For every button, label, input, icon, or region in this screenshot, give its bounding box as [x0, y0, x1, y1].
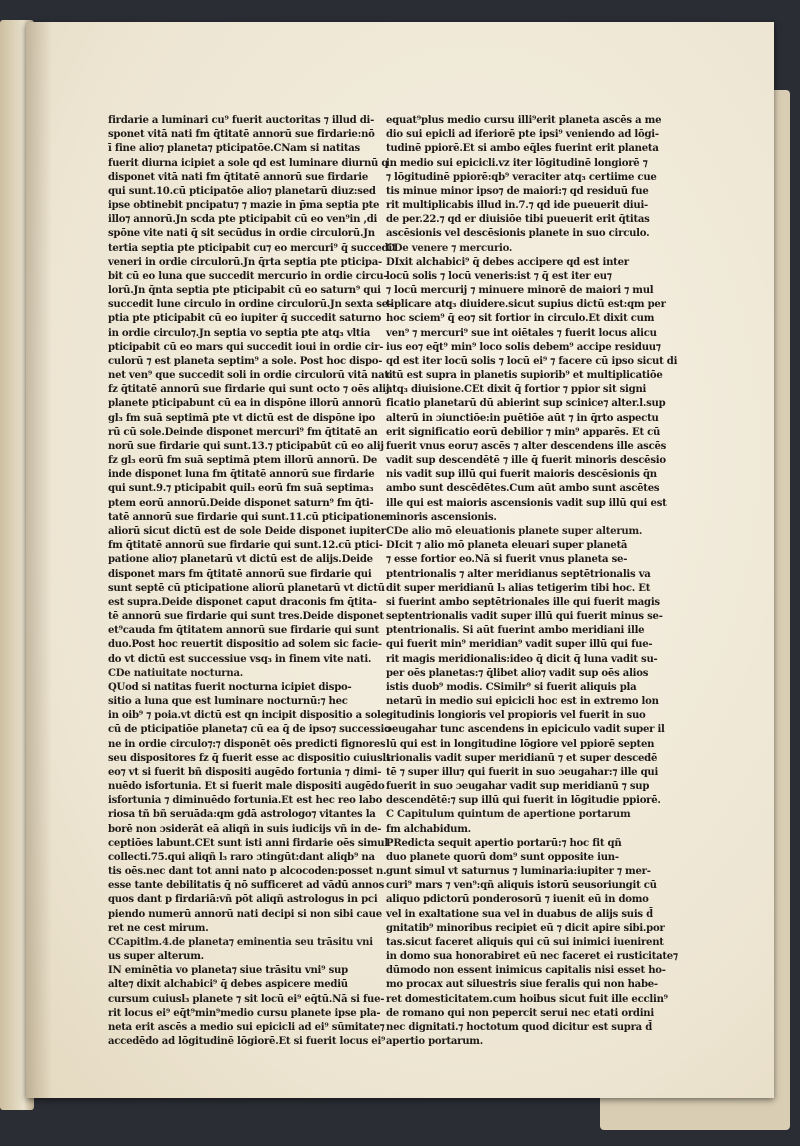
text-line: culorū ⁊ est planeta septim⁹ a sole. Post hoc dispo-: [108, 355, 383, 367]
text-line: nis vadit sup illū qui fuerit maioris descēsionis q̄n: [386, 469, 657, 481]
text-line: CDe venere ⁊ mercurio.: [386, 242, 513, 254]
text-line: piendo numerū annorū nati decipi si non sibi caue: [108, 908, 382, 920]
text-line: netarū in medio sui epicicli hoc est in extremo lon: [386, 696, 659, 708]
text-line: gl₃ fm suā septimā pte vt dictū est de dispōne ipo: [108, 412, 376, 424]
text-line: tertia septia pte pticipabit cu⁊ eo mercuri⁹ q̄ succedit: [108, 242, 397, 254]
text-line: tatē annorū sue firdarie qui sunt.11.cū pticipatione: [108, 511, 388, 523]
text-line: vadit sup descendētē ⁊ ille q̄ fuerit minoris descēsio: [386, 455, 666, 467]
text-line: bit cū eo luna que succedit mercurio in ordie circu-: [108, 270, 388, 282]
right-text-column: [386, 114, 678, 1049]
text-line: ven⁹ ⁊ mercuri⁹ sue int oiētales ⁊ fuerit locus alicu: [386, 327, 657, 339]
text-line: si fuerint ambo septētrionales ille qui fuerit magis: [386, 596, 660, 608]
text-line: succedit lune circulo in ordine circulorū.Jn sexta se-: [108, 299, 392, 311]
text-line: PRedicta sequit apertio portarū:⁊ hoc fit qñ: [386, 837, 622, 849]
text-line: septentrionalis vadit super illū qui fuerit minus se-: [386, 611, 663, 623]
text-line: IN eminētia vo planeta⁊ siue trāsitu vni⁹ sup: [108, 965, 348, 977]
text-line: ⁊ lōgitudinē ppiorē:qb⁹ veraciter atq₃ certiime cue: [386, 171, 657, 183]
text-line: ius eo⁊ eq̄t⁹ min⁹ loco solis debem⁹ accipe residuu⁊: [386, 341, 661, 353]
text-line: ascēsionis vel descēsionis planete in suo circulo.: [386, 228, 650, 240]
text-line: seu dispositores fz q̄ fuerit esse ac dispositio cuiusl₃: [108, 752, 391, 764]
text-line: fz q̄titatē annorū sue firdarie qui sunt octo ⁊ oēs alij: [108, 384, 390, 396]
text-line: in ordie circulo⁊.Jn septia vo septia pte atq₃ vltia: [108, 327, 371, 339]
text-line: tis oēs.nec dant tot anni nato p alcocoden:posset n.: [108, 866, 387, 878]
text-line: ptentrionalis ⁊ alter meridianus septētrionalis va: [386, 568, 651, 580]
text-line: de per.22.⁊ qd er diuisiōe tibi pueuerit erit q̄titas: [386, 214, 650, 226]
text-line: fuerit diurna icipiet a sole qd est luminare diurnū q: [108, 157, 389, 169]
text-line: CCapitlm.4.de planeta⁊ eminentia seu trāsitu vni: [108, 936, 373, 948]
text-line: illo⁊ annorū.Jn scda pte pticipabit cū eo ven⁹in ,di: [108, 214, 378, 226]
text-line: neta erit ascēs a medio sui epicicli ad ei⁹ sūmitate⁊: [108, 1022, 385, 1033]
text-line: in medio sui epicicli.vz iter lōgitudinē longiorē ⁊: [386, 157, 648, 169]
text-line: locū solis ⁊ locū veneris:ist ⁊ q̄ est iter eu⁊: [386, 270, 612, 282]
text-line: nuēdo isfortunia. Et si fuerit male dispositi augēdo: [108, 781, 385, 793]
text-line: inde disponet luna fm q̄titatē annorū sue firdarie: [108, 469, 375, 481]
text-line: fm q̄titatē annorū sue firdarie qui sunt.12.cū ptici-: [108, 540, 383, 552]
text-line: hoc sciem⁹ q̄ eo⁊ sit fortior in circulo.Et dixit cum: [386, 313, 655, 325]
text-line: apertio portarum.: [386, 1036, 483, 1048]
text-line: rit locus ei⁹ eq̄t⁹min⁹medio cursu planete ipse pla-: [108, 1007, 381, 1019]
text-line: ptia pte pticipabit cū eo iupiter q̄ succedit saturno: [108, 313, 382, 325]
text-line: isfortunia ⁊ diminuēdo fortunia.Et est hec reo labo: [108, 795, 383, 807]
text-line: disponet vitā nati fm q̄titatē annorū sue firdarie: [108, 171, 368, 183]
text-line: ret ne cest mirum.: [108, 922, 209, 934]
text-line: cursum cuiusl₃ planete ⁊ sit locū ei⁹ eq̄tū.Nā si fue-: [108, 993, 385, 1005]
text-line: ɔeugahar tunc ascendens in epiciculo vadit super il: [386, 724, 665, 736]
text-line: ceptiōes labunt.CEt sunt isti anni firdarie oēs simul: [108, 837, 388, 849]
text-line: cū de pticipatiōe planeta⁊ cū ea q̄ de ipso⁊ successio: [108, 724, 391, 736]
text-line: ne in ordie circulo⁊:⁊ disponēt oēs predicti fignores: [108, 738, 386, 750]
text-line: eo⁊ vt si fuerit bñ dispositi augēdo fortunia ⁊ dimi-: [108, 766, 382, 778]
text-line: istis duob⁹ modis. CSimilr⁹ si fuerit aliquis pla: [386, 681, 637, 693]
text-line: descendētē:⁊ sup illū qui fuerit in lōgitudie ppiorē.: [386, 795, 661, 807]
text-line: sponet vitā nati fm q̄titatē annorū sue firdarie:nō: [108, 129, 375, 141]
text-line: esse tante debilitatis q̄ nō sufficeret ad vādū annos: [108, 880, 385, 892]
text-line: riosa tñ bñ seruāda:qm gdā astrologo⁊ vitantes la: [108, 809, 376, 821]
text-line: collecti.75.qui aliqñ l₃ raro ɔtingūt:dant aliqb⁹ na: [108, 851, 375, 863]
text-line: per oēs planetas:⁊ q̄libet alio⁊ vadit sup oēs alios: [386, 667, 649, 679]
text-line: sunt septē cū pticipatione aliorū planetarū vt dictū: [108, 582, 385, 594]
text-line: erit significatio eorū debilior ⁊ min⁹ apparēs. Et cū: [386, 426, 661, 438]
text-line: norū sue firdarie qui sunt.13.⁊ pticipabūt cū eo alij: [108, 440, 384, 452]
text-line: ipse obtinebit pncipatu⁊ ⁊ mazie in p̄ma septia pte: [108, 200, 380, 212]
text-line: tas.sicut faceret aliquis qui cū sui inimici iuenirent: [386, 936, 664, 948]
text-line: fuerit vnus eoru⁊ ascēs ⁊ alter descendens ille ascēs: [386, 440, 667, 452]
text-line: dio sui epicli ad iferiorē pte ipsi⁹ veniendo ad lōgi-: [386, 129, 659, 141]
text-line: sitio a luna que est luminare nocturnū:⁊ hec: [108, 696, 348, 708]
text-line: ptem eorū annorū.Deide disponet saturn⁹ fm q̄ti-: [108, 497, 374, 509]
text-line: tē annorū sue firdarie qui sunt tres.Deide disponet: [108, 611, 384, 623]
text-line: ctū est supra in planetis supiorib⁹ et multiplicatiōe: [386, 370, 663, 382]
book-page: [26, 22, 774, 1098]
text-line: pticipabit cū eo mars qui succedit ioui in ordie cir-: [108, 341, 384, 353]
text-line: CDe natiuitate nocturna.: [108, 667, 244, 679]
text-line: de romano qui non pepercit serui nec etati ordini: [386, 1007, 654, 1019]
text-line: nec dignitati.⁊ hoctotum quod dicitur est supra d̄: [386, 1022, 653, 1033]
text-line: tis minue minor ipso⁊ de maiori:⁊ qd residuū fue: [386, 185, 649, 197]
text-line: CDe alio mō eleuationis planete super alterum.: [386, 525, 643, 537]
text-line: DIxit alchabici⁹ q̄ debes accipere qd est inter: [386, 256, 629, 268]
text-line: ⁊ locū mercurij ⁊ minuere minorē de maiori ⁊ mul: [386, 285, 654, 297]
text-line: qui fuerit min⁹ meridian⁹ vadit super illū qui fue-: [386, 639, 653, 651]
text-line: veneri in ordie circulorū.Jn q̄rta septia pte pticipa-: [108, 256, 382, 268]
text-line: fz gl₃ eorū fm suā septimā ptem illorū annorū. De: [108, 455, 378, 467]
text-line: equat⁹plus medio cursu illi⁹erit planeta ascēs a me: [386, 115, 662, 126]
text-line: est supra.Deide disponet caput draconis fm q̄tita-: [108, 596, 377, 608]
text-line: C Capitulum quintum de apertione portarum: [386, 809, 631, 821]
text-line: lū qui est in longitudine lōgiore vel ppiorē septen: [386, 738, 655, 750]
text-line: gitudinis longioris vel propioris vel fuerit in suo: [386, 710, 646, 722]
text-line: planete pticipabunt cū ea in dispōne illorū annorū: [108, 398, 382, 410]
text-line: duo planete quorū dom⁹ sunt opposite iun-: [386, 851, 619, 863]
text-line: vel in exaltatione sua vel in duabus de alijs suis d̄: [386, 908, 653, 920]
text-line: trionalis vadit super meridianū ⁊ et super descedē: [386, 752, 658, 764]
text-line: DIcit ⁊ alio mō planeta eleuari super planetā: [386, 540, 628, 552]
text-line: gunt simul vt saturnus ⁊ luminaria:iupiter ⁊ mer-: [386, 866, 651, 878]
text-line: rit magis meridionalis:ideo q̄ dicit q̄ luna vadit su-: [386, 653, 658, 665]
text-line: ficatio planetarū dū abierint sup scinice⁊ alter.l.sup: [386, 398, 666, 410]
text-line: alte⁊ dixit alchabici⁹ q̄ debes aspicere mediū: [108, 979, 348, 991]
text-line: et⁹cauda fm q̄titatem annorū sue firdarie qui sunt: [108, 625, 379, 637]
text-line: lorū.Jn q̄nta septia pte pticipabit cū eo saturn⁹ qui: [108, 285, 381, 297]
text-line: aliquo pdictorū ponderosorū ⁊ iuenit eū in domo: [386, 894, 649, 906]
text-line: minoris ascensionis.: [386, 511, 497, 523]
text-line: disponet mars fm q̄titatē annorū sue firdarie qui: [108, 568, 372, 580]
text-line: fuerit in suo ɔeugahar vadit sup meridianū ⁊ sup: [386, 781, 650, 793]
text-line: in domo sua honorabiret eū nec faceret ei rusticitate⁊: [386, 951, 678, 963]
text-line: atq₃ diuisione.CEt dixit q̄ fortior ⁊ ppior sit signi: [386, 384, 647, 396]
text-line: ret domesticitatem.cum hoibus sicut fuit ille ecclin⁹: [386, 993, 668, 1005]
text-line: dūmodo non essent inimicus capitalis nisi esset ho-: [386, 965, 666, 977]
text-line: patione alio⁊ planetarū vt dictū est de alijs.Deide: [108, 554, 373, 566]
text-line: dit super meridianū l₃ alias tetigerim tibi hoc. Et: [386, 582, 651, 594]
text-line: tē ⁊ super illu⁊ qui fuerit in suo ɔeugahar:⁊ ille qui: [386, 766, 659, 778]
text-line: qd est iter locū solis ⁊ locū ei⁹ ⁊ facere cū ipso sicut di: [386, 355, 678, 367]
text-line: in oib⁹ ⁊ poia.vt dictū est qn incipit dispositio a sole: [108, 710, 387, 722]
text-line: gnitatib⁹ minoribus recipiet eū ⁊ dicit apire sibi.por: [386, 922, 665, 934]
text-line: ī fine alio⁊ planeta⁊ pticipatōe.CNam si natitas: [108, 143, 360, 155]
text-line: aliorū sicut dictū est de sole Deide disponet iupiter: [108, 525, 386, 537]
text-line: ille qui est maioris ascensionis vadit sup illū qui est: [386, 497, 667, 509]
text-line: spōne vite nati q̄ sit secūdus in ordie circulorū.Jn: [108, 228, 375, 240]
text-line: fm alchabidum.: [386, 823, 471, 835]
text-line: alterū in ɔiunctiōe:in puētiōe aūt ⁊ in q̄rto aspectu: [386, 412, 659, 424]
text-line: firdarie a luminari cu⁹ fuerit auctoritas ⁊ illud di-: [108, 115, 375, 126]
text-line: tudinē ppiorē.Et si ambo eq̄les fuerint erit planeta: [386, 143, 659, 155]
text-line: borē non ɔsiderāt eā aliqñ in suis iudicijs vñ in de-: [108, 823, 382, 835]
text-line: mo procax aut siluestris siue feralis qui non habe-: [386, 979, 658, 991]
text-line: curi⁹ mars ⁊ ven⁹:qñ aliquis istorū seusoriungit cū: [386, 880, 657, 892]
text-line: duo.Post hoc reuertit dispositio ad solem sic facie-: [108, 639, 382, 651]
text-line: accedēdo ad lōgitudinē lōgiorē.Et si fuerit locus ei⁹: [108, 1036, 386, 1048]
text-line: ⁊ esse fortior eo.Nā si fuerit vnus planeta se-: [386, 554, 628, 566]
text-line: QUod si natitas fuerit nocturna icipiet dispo-: [108, 681, 352, 693]
left-text-column: [108, 114, 397, 1049]
text-line: us super alterum.: [108, 951, 204, 963]
text-line: rit multiplicabis illud in.7.⁊ qd ide pueuerit diui-: [386, 200, 648, 212]
text-line: rū cū sole.Deinde disponet mercuri⁹ fm q̄titatē an: [108, 426, 378, 438]
text-line: ptentrionalis. Si aūt fuerint ambo meridiani ille: [386, 625, 645, 637]
text-line: quos dant p firdariā:vñ pōt aliqñ astrologus in pci: [108, 894, 378, 906]
text-line: qui sunt.10.cū pticipatōe alio⁊ planetarū diuz:sed: [108, 185, 376, 197]
text-line: ambo sunt descēdētes.Cum aūt ambo sunt ascētes: [386, 483, 660, 495]
text-line: qui sunt.9.⁊ pticipabit quil₃ eorū fm suā septima₃: [108, 483, 374, 495]
text-line: tiplicare atq₃ diuidere.sicut supius dictū est:qm per: [386, 299, 666, 311]
text-line: net ven⁹ que succedit soli in ordie circulorū vitā nati: [108, 370, 393, 382]
text-line: do vt dictū est successiue vsq₃ in finem vite nati.: [108, 653, 372, 665]
